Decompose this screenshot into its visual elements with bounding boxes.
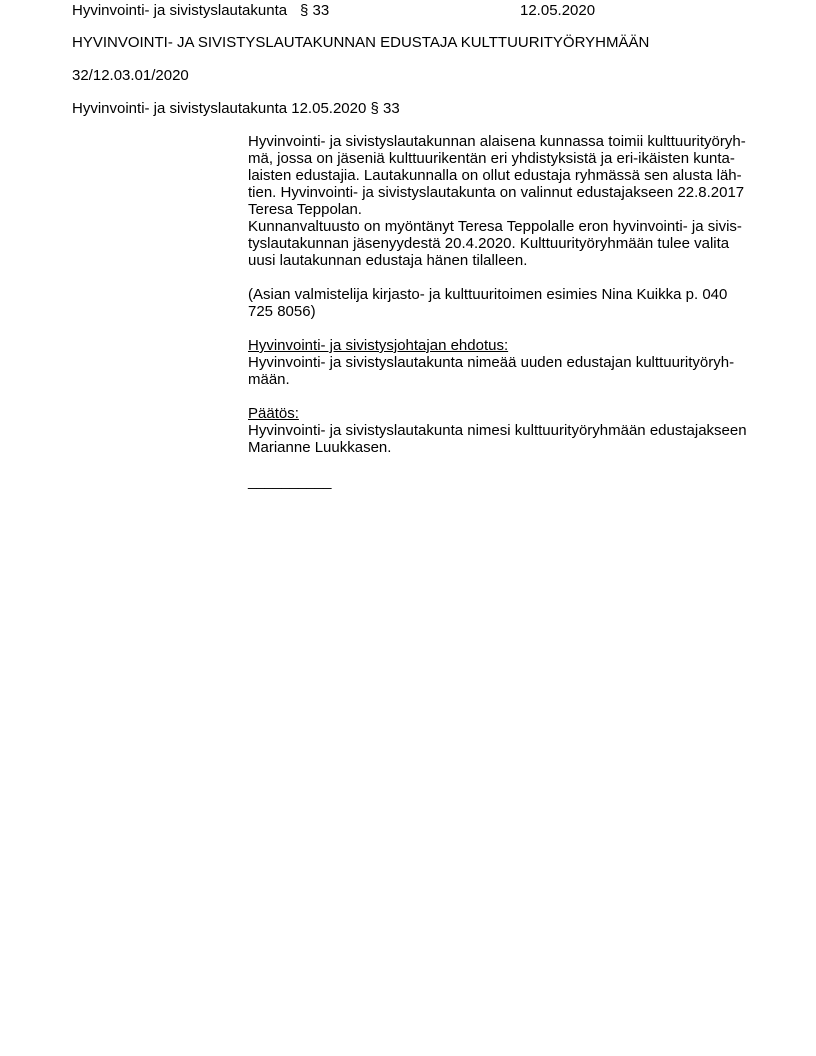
proposal-line: mään. (248, 371, 290, 388)
signature-line: __________ (248, 473, 332, 490)
body-line: uusi lautakunnan edustaja hänen tilalleen. (248, 252, 528, 269)
body-text-block (248, 133, 768, 490)
spacer-line (248, 320, 768, 337)
body-line: Teresa Teppolan. (248, 201, 362, 218)
committee-date-section-line: Hyvinvointi- ja sivistyslautakunta 12.05.2020 § 33 (72, 100, 400, 117)
body-line: tyslautakunnan jäsenyydestä 20.4.2020. Kulttuurityöryhmään tulee valita (248, 235, 730, 252)
body-line: laisten edustajia. Lautakunnalla on ollut edustaja ryhmässä sen alusta läh- (248, 167, 742, 184)
header-committee-name: Hyvinvointi- ja sivistyslautakunta (72, 2, 288, 19)
decision-heading: Päätös: (248, 405, 299, 422)
case-number: 32/12.03.01/2020 (72, 67, 189, 84)
document-title: HYVINVOINTI- JA SIVISTYSLAUTAKUNNAN EDUSTAJA KULTTUURITYÖRYHMÄÄN (72, 34, 650, 51)
decision-line: Hyvinvointi- ja sivistyslautakunta nimesi kulttuurityöryhmään edustajakseen (248, 422, 747, 439)
preparer-note-line: 725 8056) (248, 303, 316, 320)
body-line: mä, jossa on jäseniä kulttuurikentän eri yhdistyksistä ja eri-ikäisten kunta- (248, 150, 735, 167)
proposal-heading: Hyvinvointi- ja sivistysjohtajan ehdotus: (248, 337, 509, 354)
preparer-note-line: (Asian valmistelija kirjasto- ja kulttuuritoimen esimies Nina Kuikka p. 040 (248, 286, 728, 303)
decision-line: Marianne Luukkasen. (248, 439, 392, 456)
proposal-line: Hyvinvointi- ja sivistyslautakunta nimeää uuden edustajan kulttuurityöryh- (248, 354, 735, 371)
spacer-line (248, 388, 768, 405)
header-date: 12.05.2020 (520, 2, 596, 19)
header-section-number: § 33 (300, 2, 330, 19)
body-line: Kunnanvaltuusto on myöntänyt Teresa Teppolalle eron hyvinvointi- ja sivis- (248, 218, 742, 235)
body-line: tien. Hyvinvointi- ja sivistyslautakunta on valinnut edustajakseen 22.8.2017 (248, 184, 745, 201)
spacer-line (248, 269, 768, 286)
spacer-line (248, 456, 768, 473)
body-line: Hyvinvointi- ja sivistyslautakunnan alaisena kunnassa toimii kulttuurityöryh- (248, 133, 746, 150)
